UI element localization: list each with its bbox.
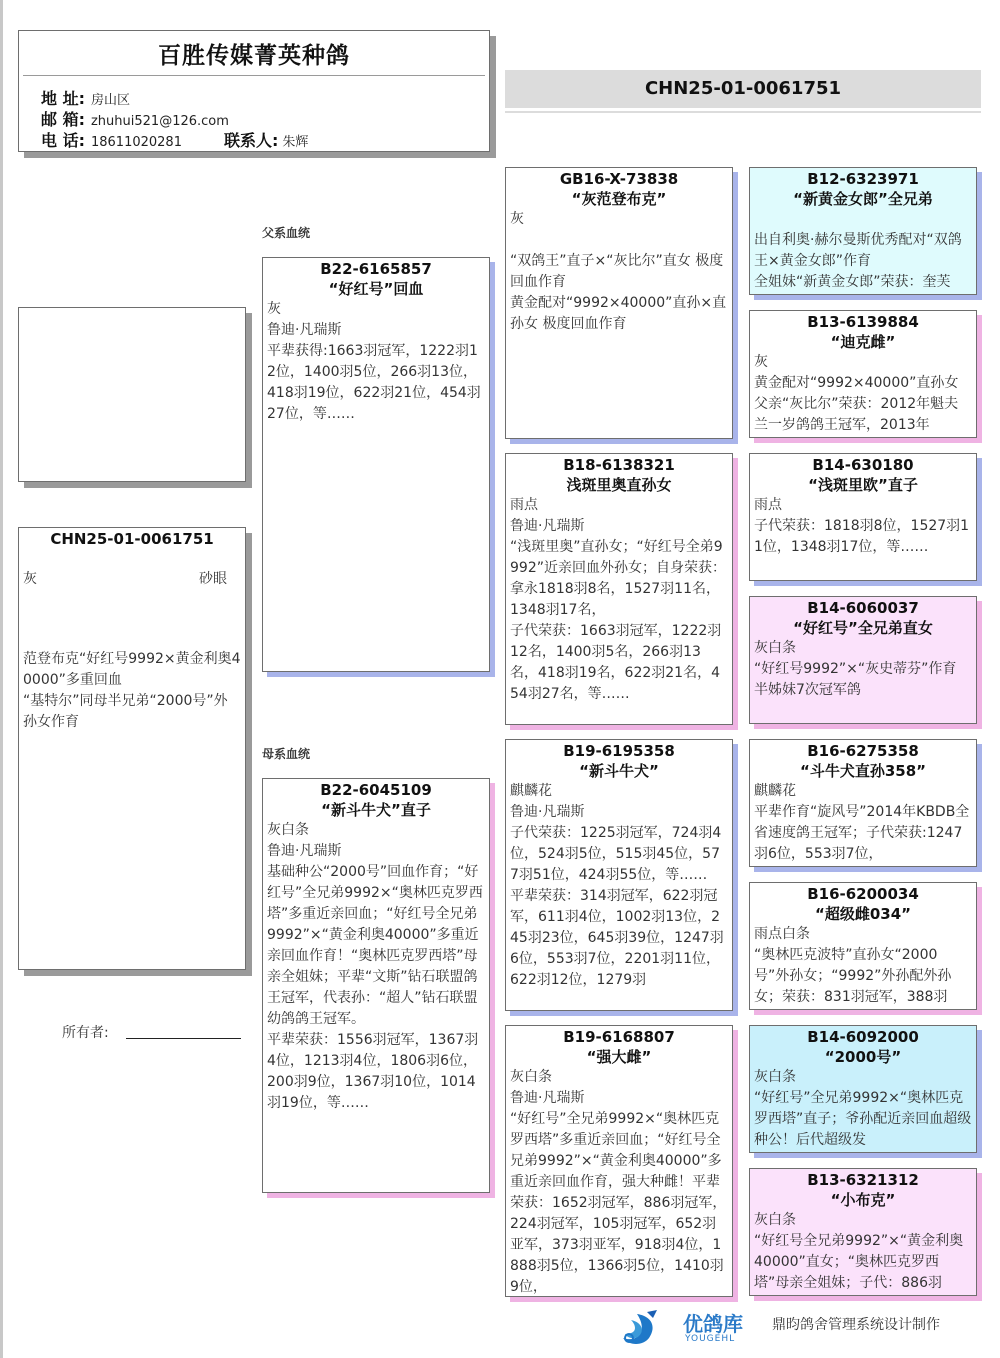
phone-value: 18611020281 xyxy=(90,135,182,150)
sire-color: 灰 xyxy=(267,301,281,317)
grandparent-name: “强大雌” xyxy=(586,1048,652,1066)
grandparent-card xyxy=(505,739,733,1011)
great-grandparent-card xyxy=(749,882,977,1010)
grandparent-notes: “双鸽王”直子×“灰比尔”直女 极度回血作育 黄金配对“9992×40000”直孙×直孙女 极度回血作育 xyxy=(510,253,727,332)
grandparent-color: 麒麟花 xyxy=(510,783,552,799)
ggp-color: 麒麟花 xyxy=(754,783,796,799)
ggp-ring: B14-6060037 xyxy=(807,599,919,617)
grandparent-notes: “浅斑里奥”直孙女；“好红号全弟9992”近亲回血外孙女；自身荣获：拿永1818羽8名，1527羽11名，1348羽17名， 子代荣获：1663羽冠军，1222羽12名，1400羽5名，266羽13名，418羽19名，622羽21名，454羽27名，等…… xyxy=(510,539,726,702)
great-grandparent-card xyxy=(749,596,977,724)
ggp-notes: “好红号”全兄弟9992×“奥林匹克罗西塔”直子；爷孙配近亲回血超级种公！后代超级发 xyxy=(754,1090,972,1148)
grandparent-card xyxy=(505,1025,733,1297)
grandparent-strain: 鲁迪·凡瑞斯 xyxy=(510,804,585,820)
sire-notes: 平辈获得:1663羽冠军，1222羽12位，1400羽5位，266羽13位，418羽19位，622羽21位，454羽27位，等…… xyxy=(267,343,481,422)
email-label: 邮 箱: xyxy=(41,110,85,129)
address-value: 房山区 xyxy=(90,93,130,108)
grandparent-color: 灰 xyxy=(510,211,524,227)
ggp-name: “小布克” xyxy=(830,1191,896,1209)
ggp-color: 灰 xyxy=(754,354,768,370)
grandparent-strain: 鲁迪·凡瑞斯 xyxy=(510,1090,585,1106)
ggp-ring: B13-6139884 xyxy=(807,313,919,331)
ggp-color: 灰白条 xyxy=(754,1212,796,1228)
ggp-color: 雨点白条 xyxy=(754,926,810,942)
great-grandparent-card xyxy=(749,1168,977,1296)
dam-strain: 鲁迪·凡瑞斯 xyxy=(267,843,342,859)
address-label: 地 址: xyxy=(41,89,85,108)
grandparent-ring: B19-6195358 xyxy=(563,742,675,760)
dam-notes: 基础种公“2000号”回血作育；“好红号”全兄弟9992×“奥林匹克罗西塔”多重近亲回血；“好红号全兄弟9992”×“黄金利奥40000”多重近亲回血作育！“奥林匹克罗西塔”母亲全姐妹；平辈“文斯”钻石联盟鸽王冠军，代表孙：“超人”钻石联盟幼鸽鸽王冠军。 平辈荣获：1556羽冠军，1367羽4位，1213羽4位，1806羽6位，200羽9位，1367羽10位，1014羽19位，等…… xyxy=(267,864,483,1111)
ggp-notes: “奥林匹克波特”直孙女“2000号”外孙女；“9992”外孙配外孙女；荣获：831羽冠军，388羽 xyxy=(754,947,952,1005)
ggp-ring: B16-6200034 xyxy=(807,885,919,903)
sire-card xyxy=(262,257,490,672)
subject-eye: 砂眼 xyxy=(199,571,227,587)
ggp-notes: 平辈作育“旋风号”2014年KBDB全省速度鸽王冠军；子代荣获:1247羽6位，553羽7位， xyxy=(754,804,970,862)
grandparent-strain: 鲁迪·凡瑞斯 xyxy=(510,518,585,534)
ggp-color: 灰白条 xyxy=(754,1069,796,1085)
contact-value: 朱辉 xyxy=(282,135,309,150)
logo-text: 优鸽库 xyxy=(683,1312,743,1336)
loft-title: 百胜传媒菁英种鸽 xyxy=(158,43,350,69)
ggp-notes: 出自利奥·赫尔曼斯优秀配对“双鸽王×黄金女郎”作育 全姐妹“新黄金女郎”荣获：奎芙 xyxy=(754,232,962,290)
ggp-name: “迪克雌” xyxy=(830,333,896,351)
loft-header xyxy=(18,30,490,152)
ggp-ring: B13-6321312 xyxy=(807,1171,919,1189)
email-row xyxy=(41,107,229,130)
ggp-color: 雨点 xyxy=(754,497,782,513)
contact-label: 联系人: xyxy=(223,131,279,150)
pigeon-photo-frame xyxy=(18,307,246,482)
owner-label: 所有者: xyxy=(62,1025,109,1041)
ggp-name: “2000号” xyxy=(824,1048,902,1066)
sire-name: “好红号”回血 xyxy=(328,280,424,298)
ggp-name: “好红号”全兄弟直女 xyxy=(793,619,933,637)
email-value: zhuhui521@126.com xyxy=(90,114,229,129)
ggp-ring: B14-6092000 xyxy=(807,1028,919,1046)
sire-ring: B22-6165857 xyxy=(320,260,432,278)
ggp-notes: 黄金配对“9992×40000”直孙女 父亲“灰比尔”荣获：2012年魁夫兰一岁鸽鸽王冠军，2013年 xyxy=(754,375,959,433)
subject-color: 灰 xyxy=(23,571,37,587)
ggp-name: “浅斑里欧”直子 xyxy=(808,476,918,494)
dam-card xyxy=(262,778,490,1193)
grandparent-notes: “好红号”全兄弟9992×“奥林匹克罗西塔”多重近亲回血；“好红号全兄弟9992”×“黄金利奥40000”多重近亲回血作育，强大种雌！平辈荣获：1652羽冠军，886羽冠军，224羽冠军，105羽冠军，652羽亚军，373羽亚军，918羽4位，1888羽5位，1366羽5位，1410羽9位， xyxy=(510,1111,727,1295)
ggp-notes: “好红号全兄弟9992”×“黄金利奥40000”直女；“奥林匹克罗西塔”母亲全姐妹；子代：886羽 xyxy=(754,1233,964,1291)
header-divider xyxy=(23,75,485,76)
subject-notes: 范登布克“好红号9992×黄金利奥40000”多重回血 “基特尔”同母半兄弟“2000号”外孙女作育 xyxy=(23,651,241,730)
address-row xyxy=(41,86,130,109)
ggp-notes: 子代荣获：1818羽8位，1527羽11位，1348羽17位，等…… xyxy=(754,518,970,555)
grandparent-notes: 子代荣获：1225羽冠军，724羽4位，524羽5位，515羽45位，577羽51位，424羽55位，等…… 平辈荣获：314羽冠军，622羽冠军，611羽4位，1002羽13位，245羽23位，645羽39位，1247羽6位，553羽7位，2201羽11位，622羽12位，1279羽 xyxy=(510,825,724,988)
ring-banner-underline xyxy=(505,111,981,113)
ring-banner: CHN25-01-0061751 xyxy=(505,70,981,108)
grandparent-card xyxy=(505,167,733,439)
ggp-color: 灰白条 xyxy=(754,640,796,656)
grandparent-name: 浅斑里奥直孙女 xyxy=(566,476,672,494)
phone-row xyxy=(41,128,308,151)
grandparent-ring: B19-6168807 xyxy=(563,1028,675,1046)
ggp-name: “新黄金女郎”全兄弟 xyxy=(793,190,933,208)
logo-subtext: YOUGEHL xyxy=(685,1334,736,1344)
ggp-notes: “好红号9992”×“灰史蒂芬”作育 半姊妹7次冠军鸽 xyxy=(754,661,957,698)
ggp-ring: B14-630180 xyxy=(812,456,914,474)
grandparent-ring: GB16-X-73838 xyxy=(559,170,679,188)
ggp-name: “斗牛犬直孙358” xyxy=(799,762,927,780)
great-grandparent-card xyxy=(749,1025,977,1153)
ggp-ring: B16-6275358 xyxy=(807,742,919,760)
phone-label: 电 话: xyxy=(41,131,85,150)
grandparent-color: 灰白条 xyxy=(510,1069,552,1085)
great-grandparent-card xyxy=(749,739,977,867)
subject-ring: CHN25-01-0061751 xyxy=(50,530,214,548)
dam-line-label: 母系血统 xyxy=(262,747,311,761)
grandparent-card xyxy=(505,453,733,725)
sire-line-label: 父系血统 xyxy=(262,226,311,240)
footer-credit: 鼎昀鸽舍管理系统设计制作 xyxy=(772,1317,940,1333)
great-grandparent-card xyxy=(749,167,977,295)
owner-signature-line[interactable] xyxy=(126,1038,241,1039)
grandparent-name: “新斗牛犬” xyxy=(579,762,659,780)
ggp-ring: B12-6323971 xyxy=(807,170,919,188)
ggp-name: “超级雌034” xyxy=(814,905,912,923)
subject-card xyxy=(18,527,246,970)
dam-color: 灰白条 xyxy=(267,822,309,838)
dam-ring: B22-6045109 xyxy=(320,781,432,799)
grandparent-name: “灰范登布克” xyxy=(571,190,667,208)
great-grandparent-card xyxy=(749,453,977,581)
logo-wing-icon xyxy=(617,1308,679,1348)
grandparent-ring: B18-6138321 xyxy=(563,456,675,474)
great-grandparent-card xyxy=(749,310,977,438)
grandparent-color: 雨点 xyxy=(510,497,538,513)
yougeku-logo xyxy=(617,1308,757,1348)
dam-name: “新斗牛犬”直子 xyxy=(321,801,431,819)
sire-strain: 鲁迪·凡瑞斯 xyxy=(267,322,342,338)
